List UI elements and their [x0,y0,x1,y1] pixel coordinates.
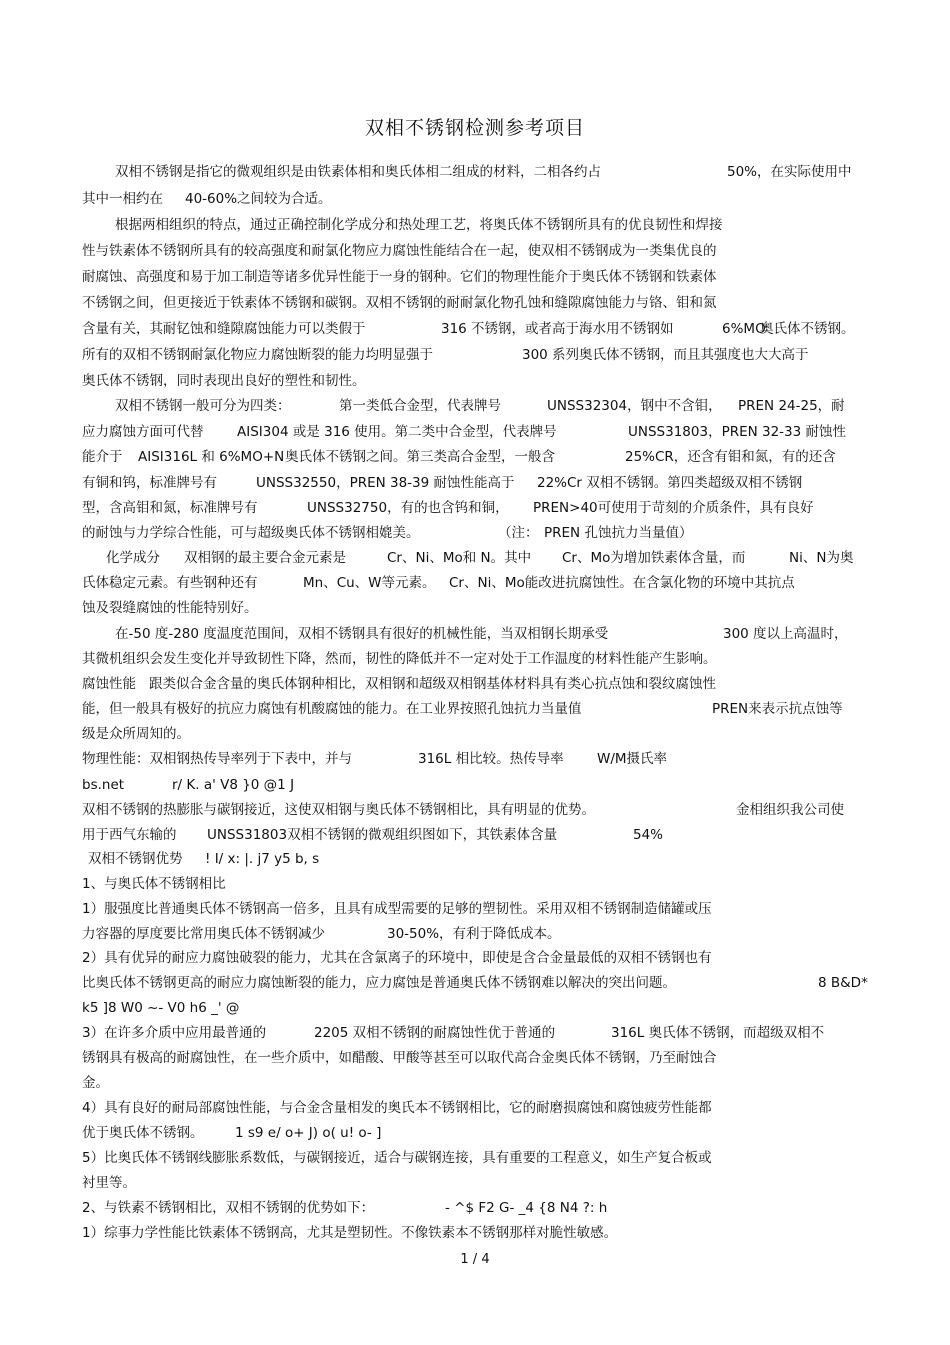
text-line [0,997,950,1019]
text-line [0,597,950,619]
text-segment: 能介于 [82,449,123,465]
text-segment: 双相不锈钢是指它的微观组织是由铁素体相和奥氏体相二组成的材料，二相各约占 [115,164,601,180]
text-segment: 316L 奥氏体不锈钢，而超级双相不 [611,1025,825,1041]
text-line [0,698,950,720]
text-segment: 蚀及裂缝腐蚀的性能特别好。 [82,600,258,616]
text-segment: UNSS32550，PREN 38-39 耐蚀性能高于 [256,475,515,491]
text-segment: r/ K. a' V8 }0 @1 J [172,777,295,793]
text-segment: 双相钢的最主要合金元素是 [184,550,346,566]
text-segment: Ni、N为奥 [789,550,854,566]
text-line [0,547,950,569]
text-segment: 比奥氏体不锈钢更高的耐应力腐蚀断裂的能力，应力腐蚀是普通奥氏体不锈钢难以解决的突出问题。 [82,975,676,991]
text-segment: 3）在许多介质中应用最普通的 [82,1025,267,1041]
text-line [0,240,950,262]
text-segment: 型，含高钼和氮，标准牌号有 [82,500,258,516]
text-segment: 第一类低合金型，代表牌号 [339,398,501,414]
text-line [0,572,950,594]
text-line [0,522,950,544]
text-line [0,1047,950,1069]
text-segment: Cr、Mo为增加铁素体含量，而 [562,550,746,566]
text-segment: PREN 24-25，耐 [738,398,845,414]
text-line [0,799,950,821]
text-segment: 腐蚀性能 [82,676,136,692]
text-segment: Mn、Cu、W等元素。 [303,575,436,591]
text-segment: 40-60%之间较为合适。 [185,191,332,207]
text-line [0,188,950,210]
text-segment: UNSS32304，钢中不含钼， [547,398,722,414]
text-segment: 性与铁素体不锈钢所具有的较高强度和耐氯化物应力腐蚀性能结合在一起，使双相不锈钢成为一类集优良的 [82,243,717,259]
text-line [0,344,950,366]
text-segment: 锈钢具有极高的耐腐蚀性，在一些介质中，如醋酸、甲酸等甚至可以取代高合金奥氏体不锈钢，乃至耐蚀合 [82,1050,717,1066]
text-line [0,421,950,443]
text-segment: AISI304 或是 316 使用。第二类中合金型，代表牌号 [237,424,557,440]
text-line [0,873,950,895]
page-number: 1 / 4 [460,1252,490,1267]
text-segment: 其微机组织会发生变化并导致韧性下降，然而，韧性的降低并不一定对处于工作温度的材料性能产生影响。 [82,651,717,667]
text-segment: 级是众所周知的。 [82,726,190,742]
text-line [0,824,950,846]
text-segment: 在-50 度-280 度温度范围间，双相不锈钢具有很好的机械性能，当双相钢长期承受 [115,626,609,642]
text-line [0,898,950,920]
text-line [0,972,950,994]
text-segment: 衬里等。 [82,1175,136,1191]
text-segment: 的耐蚀与力学综合性能，可与超级奥氏体不锈钢相媲美。 [82,525,420,541]
text-line [0,748,950,770]
text-line [0,472,950,494]
text-segment: 54% [633,827,664,843]
text-segment: 所有的双相不锈钢耐氯化物应力腐蚀断裂的能力均明显强于 [82,347,433,363]
text-segment: 25%CR，还含有钼和氮，有的还含 [625,449,836,465]
text-line [0,923,950,945]
text-segment: k5 ]8 W0 ~- V0 h6 _' @ [82,1000,240,1016]
text-line [0,266,950,288]
text-segment: 优于奥氏体不锈钢。 [82,1125,204,1141]
text-line [0,648,950,670]
text-line [0,1072,950,1094]
text-line [0,848,950,870]
text-segment: 30-50%，有利于降低成本。 [387,926,561,942]
text-segment: （注： [498,525,539,541]
text-segment: 根据两相组织的特点，通过正确控制化学成分和热处理工艺，将奥氏体不锈钢所具有的优良韧性和焊接 [115,217,723,233]
text-line [0,292,950,314]
text-segment: UNSS31803，PREN 32-33 耐蚀性 [628,424,847,440]
text-segment: Cr、Ni、Mo能改进抗腐蚀性。在含氯化物的环境中其抗点 [449,575,795,591]
text-line [0,1122,950,1144]
text-segment: 2205 双相不锈钢的耐腐蚀性优于普通的 [314,1025,556,1041]
text-segment: 双相不锈钢一般可分为四类： [115,398,291,414]
text-segment: 4）具有良好的耐局部腐蚀性能，与合金含量相发的奥氏本不锈钢相比，它的耐磨损腐蚀和腐蚀疲劳性能都 [82,1100,712,1116]
text-segment: 奥氏体不锈钢。 [760,321,855,337]
text-segment: W/M摄氏率 [597,751,668,767]
text-segment: 2、与铁素不锈钢相比，双相不锈钢的优势如下： [82,1200,375,1216]
text-segment: 能，但一般具有极好的抗应力腐蚀有机酸腐蚀的能力。在工业界按照孔蚀抗力当量值 [82,701,582,717]
text-segment: 力容器的厚度要比常用奥氏体不锈钢减少 [82,926,325,942]
text-segment: 应力腐蚀方面可代替 [82,424,204,440]
text-segment: 有铜和钨，标准牌号有 [82,475,217,491]
text-segment: 奥氏体不锈钢之间。第三类高合金型，一般含 [285,449,555,465]
text-line [0,446,950,468]
text-line [0,723,950,745]
text-segment: 5）比奥氏体不锈钢线膨胀系数低，与碳钢接近，适合与碳钢连接，具有重要的工程意义，如生产复合板或 [82,1150,712,1166]
text-segment: AISI316L 和 6%MO+N [138,449,285,465]
text-line [0,623,950,645]
text-segment: Cr、Ni、Mo和 N。其中 [387,550,532,566]
text-segment: - ^$ F2 G- _4 {8 N4 ?: h [445,1200,608,1216]
text-segment: UNSS31803双相不锈钢的微观组织图如下，其铁素体含量 [207,827,558,843]
text-line [0,1197,950,1219]
text-segment: 跟类似合金含量的奥氏体钢种相比，双相钢和超级双相钢基体材料具有类心抗点蚀和裂纹腐蚀性 [149,676,716,692]
text-line [0,395,950,417]
text-line [0,497,950,519]
text-line [0,370,950,392]
document-title: 双相不锈钢检测参考项目 [364,117,585,139]
text-segment: 1 s9 e/ o+ J) o( u! o- ] [235,1125,382,1141]
text-segment: bs.net [82,777,125,793]
text-segment: 1、与奥氏体不锈钢相比 [82,876,226,892]
text-segment: 用于西气东输的 [82,827,177,843]
text-line [0,318,950,340]
text-segment: PREN>40可使用于苛刻的介质条件，具有良好 [533,500,814,516]
text-line [0,1172,950,1194]
text-segment: 双相不锈钢优势 [88,851,183,867]
text-segment: 300 度以上高温时， [723,626,848,642]
text-segment: 1）综事力学性能比铁素体不锈钢高，尤其是塑韧性。不像铁素本不锈钢那样对脆性敏感。 [82,1225,618,1241]
text-segment: 化学成分 [106,550,160,566]
text-segment: 耐腐蚀、高强度和易于加工制造等诸多优异性能于一身的钢种。它们的物理性能介于奥氏体不锈钢和铁素体 [82,269,717,285]
text-line [0,1022,950,1044]
text-segment: 22%Cr 双相不锈钢。第四类超级双相不锈钢 [537,475,803,491]
text-line [0,1147,950,1169]
text-segment: PREN 孔蚀抗力当量值） [544,525,693,541]
text-segment: 316 不锈钢，或者高于海水用不锈钢如 [441,321,674,337]
text-segment: ! I/ x: |. j7 y5 b, s [205,851,320,867]
text-line [0,1097,950,1119]
text-segment: 金相组织我公司使 [736,802,844,818]
text-line [0,947,950,969]
text-segment: 316L 相比较。热传导率 [418,751,564,767]
text-segment: UNSS32750，有的也含钨和铜， [307,500,509,516]
text-segment: 金。 [82,1075,109,1091]
text-segment: 50%，在实际使用中 [727,164,852,180]
text-line [0,161,950,183]
text-line [0,1222,950,1244]
text-segment: 1）服强度比普通奥氏体不锈钢高一倍多，且具有成型需要的足够的塑韧性。采用双相不锈钢制造储罐或压 [82,901,712,917]
text-line [0,214,950,236]
text-segment: PREN来表示抗点蚀等 [712,701,843,717]
text-segment: 不锈钢之间，但更接近于铁素体不锈钢和碳钢。双相不锈钢的耐耐氯化物孔蚀和缝隙腐蚀能力与铬、钼和氮 [82,295,717,311]
text-segment: 其中一相约在 [82,191,163,207]
text-segment: 氏体稳定元素。有些钢种还有 [82,575,258,591]
text-segment: 物理性能：双相钢热传导率列于下表中，并与 [82,751,352,767]
text-segment: 含量有关，其耐钇蚀和缝隙腐蚀能力可以类假于 [82,321,366,337]
text-segment: 300 系列奥氏体不锈钢，而且其强度也大大高于 [522,347,809,363]
text-line [0,673,950,695]
text-segment: 双相不锈钢的热膨胀与碳钢接近，这使双相钢与奥氏体不锈钢相比，具有明显的优势。 [82,802,595,818]
text-segment: 奥氏体不锈钢，同时表现出良好的塑性和韧性。 [82,373,366,389]
text-segment: 6%MO [722,321,766,337]
text-segment: 8 B&D* [818,975,868,991]
text-segment: 2）具有优异的耐应力腐蚀破裂的能力，尤其在含氯离子的环境中，即使是含合金量最低的双相不锈钢也有 [82,950,712,966]
text-line [0,774,950,796]
